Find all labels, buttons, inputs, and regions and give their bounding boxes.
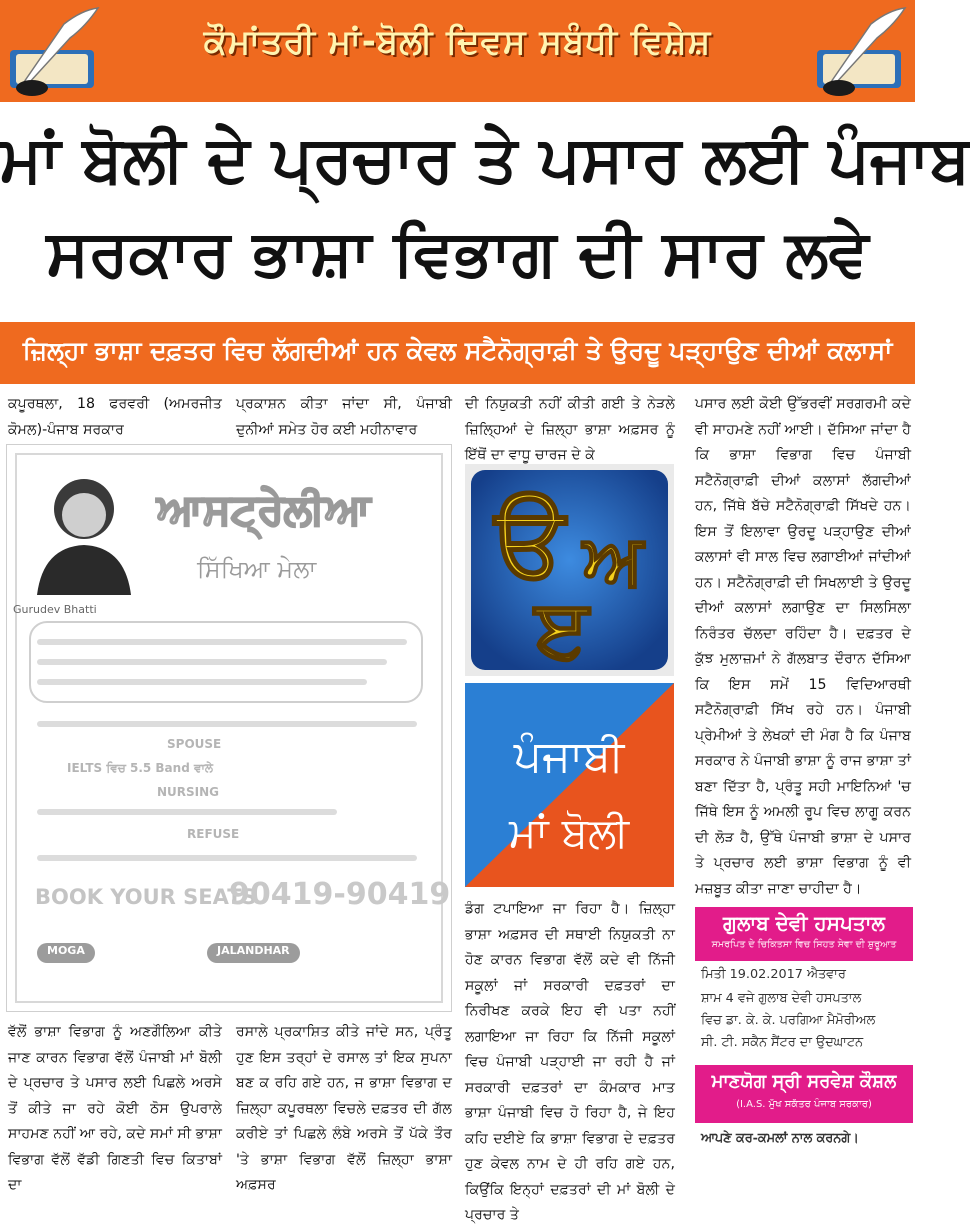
ad-faded-line xyxy=(37,855,417,861)
article-text: ਰਸਾਲੇ ਪ੍ਰਕਾਸ਼ਿਤ ਕੀਤੇ ਜਾਂਦੇ ਸਨ, ਪ੍ਰੰਤੂ ਹੁਣ ਇਸ ਤਰ੍ਹਾਂ ਦੇ ਰਸਾਲ ਤਾਂ ਇਕ ਸੁਪਨਾ ਬਣ ਕ ਰਹਿ ਗਏ ਹਨ, ਜ ਭਾਸ਼ਾ ਵਿਭਾਗ ਦ ਜ਼ਿਲ੍ਹਾ ਕਪੂਰਥਲਾ ਵਿਚਲੇ ਦਫ਼ਤਰ ਦੀ ਗੱਲ ਕਰੀਏ ਤਾਂ ਪਿਛਲੇ ਲੰਬੇ ਅਰਸੇ ਤੋਂ ਪੱਕੇ ਤੌਰ 'ਤੇ ਭਾਸ਼ਾ ਵਿਭਾਗ ਵੱਲੋਂ ਜ਼ਿਲ੍ਹਾ ਭਾਸ਼ਾ ਅਫ਼ਸਰ xyxy=(236,1024,452,1193)
banner-title: ਕੌਮਾਂਤਰੀ ਮਾਂ-ਬੋਲੀ ਦਿਵਸ ਸਬੰਧੀ ਵਿਸ਼ੇਸ਼ xyxy=(203,22,712,62)
subheadline: ਜ਼ਿਲ੍ਹਾ ਭਾਸ਼ਾ ਦਫ਼ਤਰ ਵਿਚ ਲੱਗਦੀਆਂ ਹਨ ਕੇਵਲ ਸਟੈਨੋਗ੍ਰਾਫ਼ੀ ਤੇ ਉਰਦੂ ਪੜ੍ਹਾਉਣ ਦੀਆਂ ਕਲਾਸਾਂ xyxy=(22,336,893,365)
article-col1-bottom xyxy=(8,1020,222,1199)
quill-inkpot-icon xyxy=(811,4,911,98)
ad-ielts-text: IELTS ਵਿਚ 5.5 Band ਵਾਲੇ xyxy=(67,761,214,775)
quill-inkpot-icon xyxy=(4,4,104,98)
event-line: ਸੀ. ਟੀ. ਸਕੈਨ ਸੈਂਟਰ ਦਾ ਉਦਘਾਟਨ xyxy=(701,1035,864,1050)
ad-book-seats: BOOK YOUR SEATS xyxy=(35,885,257,909)
ad-faded-line xyxy=(37,721,417,727)
subheadline-bar xyxy=(0,322,915,384)
article-text: ਕਪੂਰਥਲਾ, 18 ਫਰਵਰੀ (ਅਮਰਜੀਤ ਕੋਮਲ)-ਪੰਜਾਬ ਸਰਕਾਰ xyxy=(8,396,222,438)
article-col2-top xyxy=(236,392,452,443)
top-banner xyxy=(0,0,915,102)
article-text: ਦੀ ਨਿਯੁਕਤੀ ਨਹੀਂ ਕੀਤੀ ਗਈ ਤੇ ਨੇੜਲੇ ਜ਼ਿਲ੍ਹਿਆਂ ਦੇ ਜ਼ਿਲ੍ਹਾ ਭਾਸ਼ਾ ਅਫ਼ਸਰ ਨੂੰ ਇੱਥੋਂ ਦਾ ਵਾਧੂ ਚਾਰਜ ਦੇ ਕੇ xyxy=(465,396,675,463)
ad-location-badge: MOGA xyxy=(37,943,95,963)
ad-subtitle: ਸਿੱਖਿਆ ਮੇਲਾ xyxy=(197,555,317,583)
maa-boli-text: ਮਾਂ ਬੋਲੀ xyxy=(508,808,630,857)
article-col4 xyxy=(695,392,911,902)
article-text: ਪ੍ਰਕਾਸ਼ਨ ਕੀਤਾ ਜਾਂਦਾ ਸੀ, ਪੰਜਾਬੀ ਦੁਨੀਆਂ ਸਮੇਤ ਹੋਰ ਕਈ ਮਹੀਨਾਵਾਰ xyxy=(236,396,452,438)
punjabi-text: ਪੰਜਾਬੀ xyxy=(513,731,625,782)
event-closing: ਆਪਣੇ ਕਰ-ਕਮਲਾਂ ਨਾਲ ਕਰਨਗੇ। xyxy=(701,1131,859,1146)
event-line: ਵਿਚ ਡਾ. ਕੇ. ਕੇ. ਪਰਗਿਆ ਮੈਮੋਰੀਅਲ xyxy=(701,1013,876,1028)
article-text: ਪਸਾਰ ਲਈ ਕੋਈ ਉੱਭਰਵੀਂ ਸਰਗਰਮੀ ਕਦੇ ਵੀ ਸਾਹਮਣੇ ਨਹੀਂ ਆਈ। ਦੱਸਿਆ ਜਾਂਦਾ ਹੈ ਕਿ ਭਾਸ਼ਾ ਵਿਭਾਗ ਵਿਚ ਪੰਜਾਬੀ ਸਟੈਨੋਗ੍ਰਾਫ਼ੀ ਦੀਆਂ ਕਲਾਸਾਂ ਲੱਗਦੀਆਂ ਹਨ, ਜਿੱਥੇ ਬੱਚੇ ਸਟੈਨੋਗ੍ਰਾਫ਼ੀ ਸਿੱਖਦੇ ਹਨ। ਇਸ ਤੋਂ ਇਲਾਵਾ ਉਰਦੂ ਪੜ੍ਹਾਉਣ ਦੀਆਂ ਕਲਾਸਾਂ ਵੀ ਸਾਲ ਵਿਚ ਲਗਾਈਆਂ ਜਾਂਦੀਆਂ ਹਨ। ਸਟੈਨੋਗ੍ਰਾਫ਼ੀ ਦੀ ਸਿਖਲਾਈ ਤੇ ਉਰਦੂ ਦੀਆਂ ਕਲਾਸਾਂ ਲਗਾਉਣ ਦਾ ਸਿਲਸਿਲਾ ਨਿਰੰਤਰ ਚੱਲਦਾ ਰਹਿੰਦਾ ਹੈ। ਦਫ਼ਤਰ ਦੇ ਕੁੱਝ ਮੁਲਾਜ਼ਮਾਂ ਨੇ ਗੱਲਬਾਤ ਦੌਰਾਨ ਦੱਸਿਆ ਕਿ ਇਸ ਸਮੇਂ 15 ਵਿਦਿਆਰਥੀ ਸਟੈਨੋਗ੍ਰਾਫ਼ੀ ਸਿੱਖ ਰਹੇ ਹਨ। ਪੰਜਾਬੀ ਪ੍ਰੇਮੀਆਂ ਤੇ ਲੇਖਕਾਂ ਦੀ ਮੰਗ ਹੈ ਕਿ ਪੰਜਾਬ ਸਰਕਾਰ ਨੇ ਪੰਜਾਬੀ ਭਾਸ਼ਾ ਨੂੰ ਰਾਜ ਭਾਸ਼ਾ ਤਾਂ ਬਣਾ ਦਿੱਤਾ ਹੈ, ਪ੍ਰੰਤੂ ਸਹੀ ਮਾਇਨਿਆਂ 'ਚ ਜਿੱਥੇ ਇਸ ਨੂੰ ਅਮਲੀ ਰੂਪ ਵਿਚ ਲਾਗੂ ਕਰਨ ਦੀ ਲੋੜ ਹੈ, ਉੱਥੇ ਪੰਜਾਬੀ ਭਾਸ਼ਾ ਦੇ ਪਸਾਰ ਤੇ ਪ੍ਰਚਾਰ ਲਈ ਭਾਸ਼ਾ ਵਿਭਾਗ ਨੂੰ ਵੀ ਮਜ਼ਬੂਤ ਕੀਤਾ ਜਾਣਾ ਚਾਹੀਦਾ ਹੈ। xyxy=(695,396,911,897)
headline-line-2: ਸਰਕਾਰ ਭਾਸ਼ਾ ਵਿਭਾਗ ਦੀ ਸਾਰ ਲਵੇ xyxy=(46,217,869,291)
article-text: ਵੱਲੋਂ ਭਾਸ਼ਾ ਵਿਭਾਗ ਨੂੰ ਅਣਗੌਲਿਆ ਕੀਤੇ ਜਾਣ ਕਾਰਨ ਵਿਭਾਗ ਵੱਲੋਂ ਪੰਜਾਬੀ ਮਾਂ ਬੋਲੀ ਦੇ ਪ੍ਰਚਾਰ ਤੇ ਪਸਾਰ ਲਈ ਪਿਛਲੇ ਅਰਸੇ ਤੋਂ ਕੀਤੇ ਜਾ ਰਹੇ ਕੋਈ ਠੋਸ ਉਪਰਾਲੇ ਸਾਹਮਣ ਨਹੀਂ ਆ ਰਹੇ, ਕਦੇ ਸਮਾਂ ਸੀ ਭਾਸ਼ਾ ਵਿਭਾਗ ਵੱਲੋਂ ਵੱਡੀ ਗਿਣਤੀ ਵਿਚ ਕਿਤਾਬਾਂ ਦਾ xyxy=(8,1024,222,1193)
event-date: ਮਿਤੀ 19.02.2017 ਐਤਵਾਰ xyxy=(701,967,846,982)
education-fair-advertisement xyxy=(6,444,452,1012)
ad-spouse-text: SPOUSE xyxy=(167,737,222,751)
person-photo-icon xyxy=(29,465,139,595)
hospital-header xyxy=(695,907,913,961)
punjabi-maa-boli-image xyxy=(465,683,674,887)
ad-title: ਆਸਟ੍ਰੇਲੀਆ xyxy=(157,485,371,534)
chief-guest-header xyxy=(695,1065,913,1123)
letter-e: ੲ xyxy=(535,582,589,675)
article-col3-top xyxy=(465,392,675,469)
letter-a: ਅ xyxy=(583,519,644,601)
ad-faded-line xyxy=(37,659,387,665)
headline-line-1: ਮਾਂ ਬੋਲੀ ਦੇ ਪ੍ਰਚਾਰ ਤੇ ਪਸਾਰ ਲਈ ਪੰਜਾਬ xyxy=(0,123,970,197)
article-text: ਡੰਗ ਟਪਾਇਆ ਜਾ ਰਿਹਾ ਹੈ। ਜ਼ਿਲ੍ਹਾ ਭਾਸ਼ਾ ਅਫ਼ਸਰ ਦੀ ਸਥਾਈ ਨਿਯੁਕਤੀ ਨਾ ਹੋਣ ਕਾਰਨ ਵਿਭਾਗ ਵੱਲੋਂ ਕਦੇ ਵੀ ਨਿੱਜੀ ਸਕੂਲਾਂ ਜਾਂ ਸਰਕਾਰੀ ਦਫ਼ਤਰਾਂ ਦਾ ਨਿਰੀਖਣ ਕਰਕੇ ਇਹ ਵੀ ਪਤਾ ਨਹੀਂ ਲਗਾਇਆ ਜਾ ਰਿਹਾ ਕਿ ਨਿੱਜੀ ਸਕੂਲਾਂ ਵਿਚ ਪੰਜਾਬੀ ਪੜ੍ਹਾਈ ਜਾ ਰਹੀ ਹੈ ਜਾਂ ਸਰਕਾਰੀ ਦਫ਼ਤਰਾਂ ਦਾ ਕੰਮਕਾਰ ਮਾਤ ਭਾਸ਼ਾ ਪੰਜਾਬੀ ਵਿਚ ਹੋ ਰਿਹਾ ਹੈ, ਜੇ ਇਹ ਕਹਿ ਦਈਏ ਕਿ ਭਾਸ਼ਾ ਵਿਭਾਗ ਦੇ ਦਫ਼ਤਰ ਹੁਣ ਕੇਵਲ ਨਾਮ ਦੇ ਹੀ ਰਹਿ ਗਏ ਹਨ, ਕਿਉਂਕਿ ਇਨ੍ਹਾਂ ਦਫ਼ਤਰਾਂ ਦੀ ਮਾਂ ਬੋਲੀ ਦੇ ਪ੍ਰਚਾਰ ਤੇ xyxy=(465,901,675,1223)
ad-refuse-text: REFUSE xyxy=(187,827,240,841)
letter-u: ੳ xyxy=(495,485,565,597)
gurmukhi-letters-icon xyxy=(465,464,674,676)
chief-guest-title: (I.A.S. ਮੁੱਖ ਸਕੱਤਰ ਪੰਜਾਬ ਸਰਕਾਰ) xyxy=(736,1099,872,1110)
hospital-tagline: ਸਮਰਪਿਤ ਦੇ ਚਿਕਿਤਸਾ ਵਿਚ ਸਿਹਤ ਸੇਵਾ ਦੀ ਸ਼ੁਰੂਆਤ xyxy=(711,939,897,950)
chief-guest-name: ਮਾਣਯੋਗ ਸ੍ਰੀ ਸਰਵੇਸ਼ ਕੌਸ਼ਲ xyxy=(711,1071,897,1092)
event-line: ਸ਼ਾਮ 4 ਵਜੇ ਗੁਲਾਬ ਦੇਵੀ ਹਸਪਤਾਲ xyxy=(701,991,862,1006)
ad-faded-line xyxy=(37,639,407,645)
ad-location-badge: JALANDHAR xyxy=(207,943,300,963)
article-col2-bottom xyxy=(236,1020,452,1199)
ad-faded-line xyxy=(37,679,367,685)
ad-nursing-text: NURSING xyxy=(157,785,220,799)
ad-faded-line xyxy=(37,809,337,815)
article-col3-bottom xyxy=(465,897,675,1229)
ad-phone-number: 90419-90419 xyxy=(229,877,451,912)
hospital-advertisement xyxy=(695,907,913,1197)
ad-person-name: Gurudev Bhatti xyxy=(13,603,97,616)
article-col1-top xyxy=(8,392,222,443)
hospital-name: ਗੁਲਾਬ ਦੇਵੀ ਹਸਪਤਾਲ xyxy=(723,911,885,935)
